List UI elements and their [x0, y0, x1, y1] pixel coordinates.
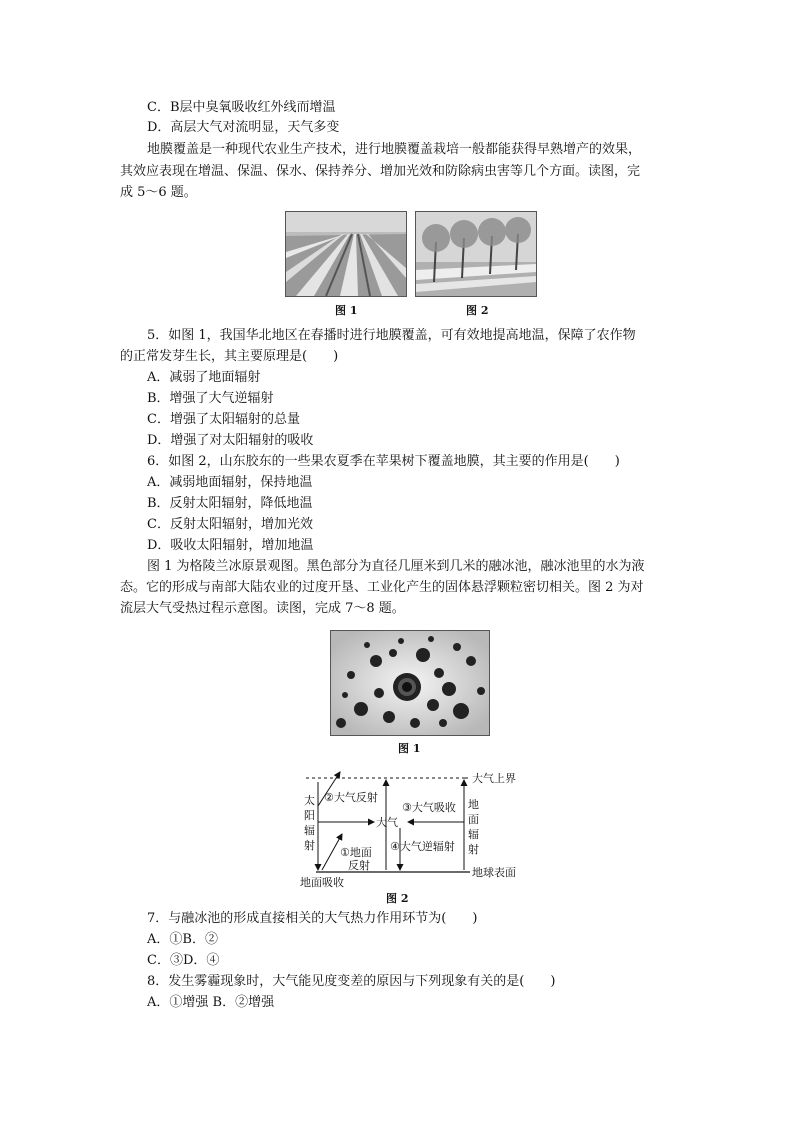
ground-reflect-arrow	[322, 834, 342, 870]
q6-option-d: D．吸收太阳辐射，增加地温	[147, 538, 314, 553]
ice-figure-caption: 图 1	[398, 742, 421, 755]
greenland-ice-photo	[330, 630, 490, 736]
question-8-line: 8．发生雾霾现象时，大气能见度变差的原因与下列现象有关的是( )	[147, 974, 556, 989]
ground-rad-char-2: 面	[468, 813, 479, 826]
question-5-line-1: 5．如图 1，我国华北地区在春播时进行地膜覆盖，可有效地提高地温，保障了农作物	[147, 328, 636, 343]
q5-option-a: A．减弱了地面辐射	[147, 370, 261, 385]
q6-option-a: A．减弱地面辐射，保持地温	[147, 475, 313, 490]
film-field-photo	[285, 211, 407, 297]
film-figure-1-caption: 图 1	[335, 304, 358, 317]
question-7-line: 7．与融冰池的形成直接相关的大气热力作用环节为( )	[147, 911, 478, 926]
atmosphere-reflect-label: ②大气反射	[324, 791, 378, 804]
ground-rad-char-3: 辐	[468, 828, 479, 841]
q6-option-b: B．反射太阳辐射，降低地温	[147, 496, 313, 511]
passage-ice-line-3: 流层大气受热过程示意图。读图，完成 7～8 题。	[120, 601, 405, 616]
orchard-film-photo	[415, 211, 537, 297]
ground-reflect-label-1: ①地面	[340, 846, 372, 859]
top-boundary-label: 大气上界	[472, 772, 516, 785]
question-5-line-2: 的正常发芽生长，其主要原理是( )	[120, 349, 339, 364]
solar-char-2: 阳	[304, 809, 315, 822]
question-6-line: 6．如图 2，山东胶东的一些果农夏季在苹果树下覆盖地膜，其主要的作用是( )	[147, 454, 620, 469]
diagram-caption: 图 2	[386, 892, 409, 905]
counter-radiation-label: ④大气逆辐射	[390, 840, 455, 853]
ground-rad-char-1: 地	[468, 798, 479, 811]
passage-ice-line-2: 态。它的形成与南部大陆农业的过度开垦、工业化产生的固体悬浮颗粒密切相关。图 2 为对	[120, 580, 644, 595]
passage-film-line-1: 地膜覆盖是一种现代农业生产技术，进行地膜覆盖栽培一般都能获得早熟增产的效果，	[147, 142, 642, 157]
passage-film-line-3: 成 5～6 题。	[120, 185, 197, 200]
ground-reflect-label-2: 反射	[348, 859, 370, 872]
q7-options-cd: C．③D．④	[147, 953, 220, 968]
passage-ice-line-1: 图 1 为格陵兰冰原景观图。黑色部分为直径几厘米到几米的融冰池，融冰池里的水为液	[147, 559, 645, 574]
option-d-line: D．高层大气对流明显，天气多变	[147, 120, 340, 135]
q7-options-ab: A．①B．②	[147, 932, 218, 947]
solar-char-1: 太	[304, 794, 315, 807]
q5-option-c: C．增强了太阳辐射的总量	[147, 412, 300, 427]
solar-char-4: 射	[304, 839, 315, 852]
atmosphere-heating-diagram	[296, 768, 526, 888]
ground-rad-char-4: 射	[468, 843, 479, 856]
atmosphere-absorb-label: ③大气吸收	[402, 801, 456, 814]
option-c-line: C．B层中臭氧吸收红外线而增温	[147, 100, 336, 115]
q6-option-c: C．反射太阳辐射，增加光效	[147, 517, 313, 532]
atmosphere-label: 大气	[376, 816, 398, 829]
ground-absorb-label: 地面吸收	[300, 876, 344, 888]
solar-char-3: 辐	[304, 824, 315, 837]
q5-option-d: D．增强了对太阳辐射的吸收	[147, 433, 314, 448]
q5-option-b: B．增强了大气逆辐射	[147, 391, 274, 406]
q8-options-ab: A．①增强 B．②增强	[147, 995, 275, 1010]
earth-surface-label: 地球表面	[472, 866, 516, 879]
film-figure-2-caption: 图 2	[466, 304, 489, 317]
passage-film-line-2: 其效应表现在增温、保温、保水、保持养分、增加光效和防除病虫害等几个方面。读图，完	[120, 164, 641, 179]
